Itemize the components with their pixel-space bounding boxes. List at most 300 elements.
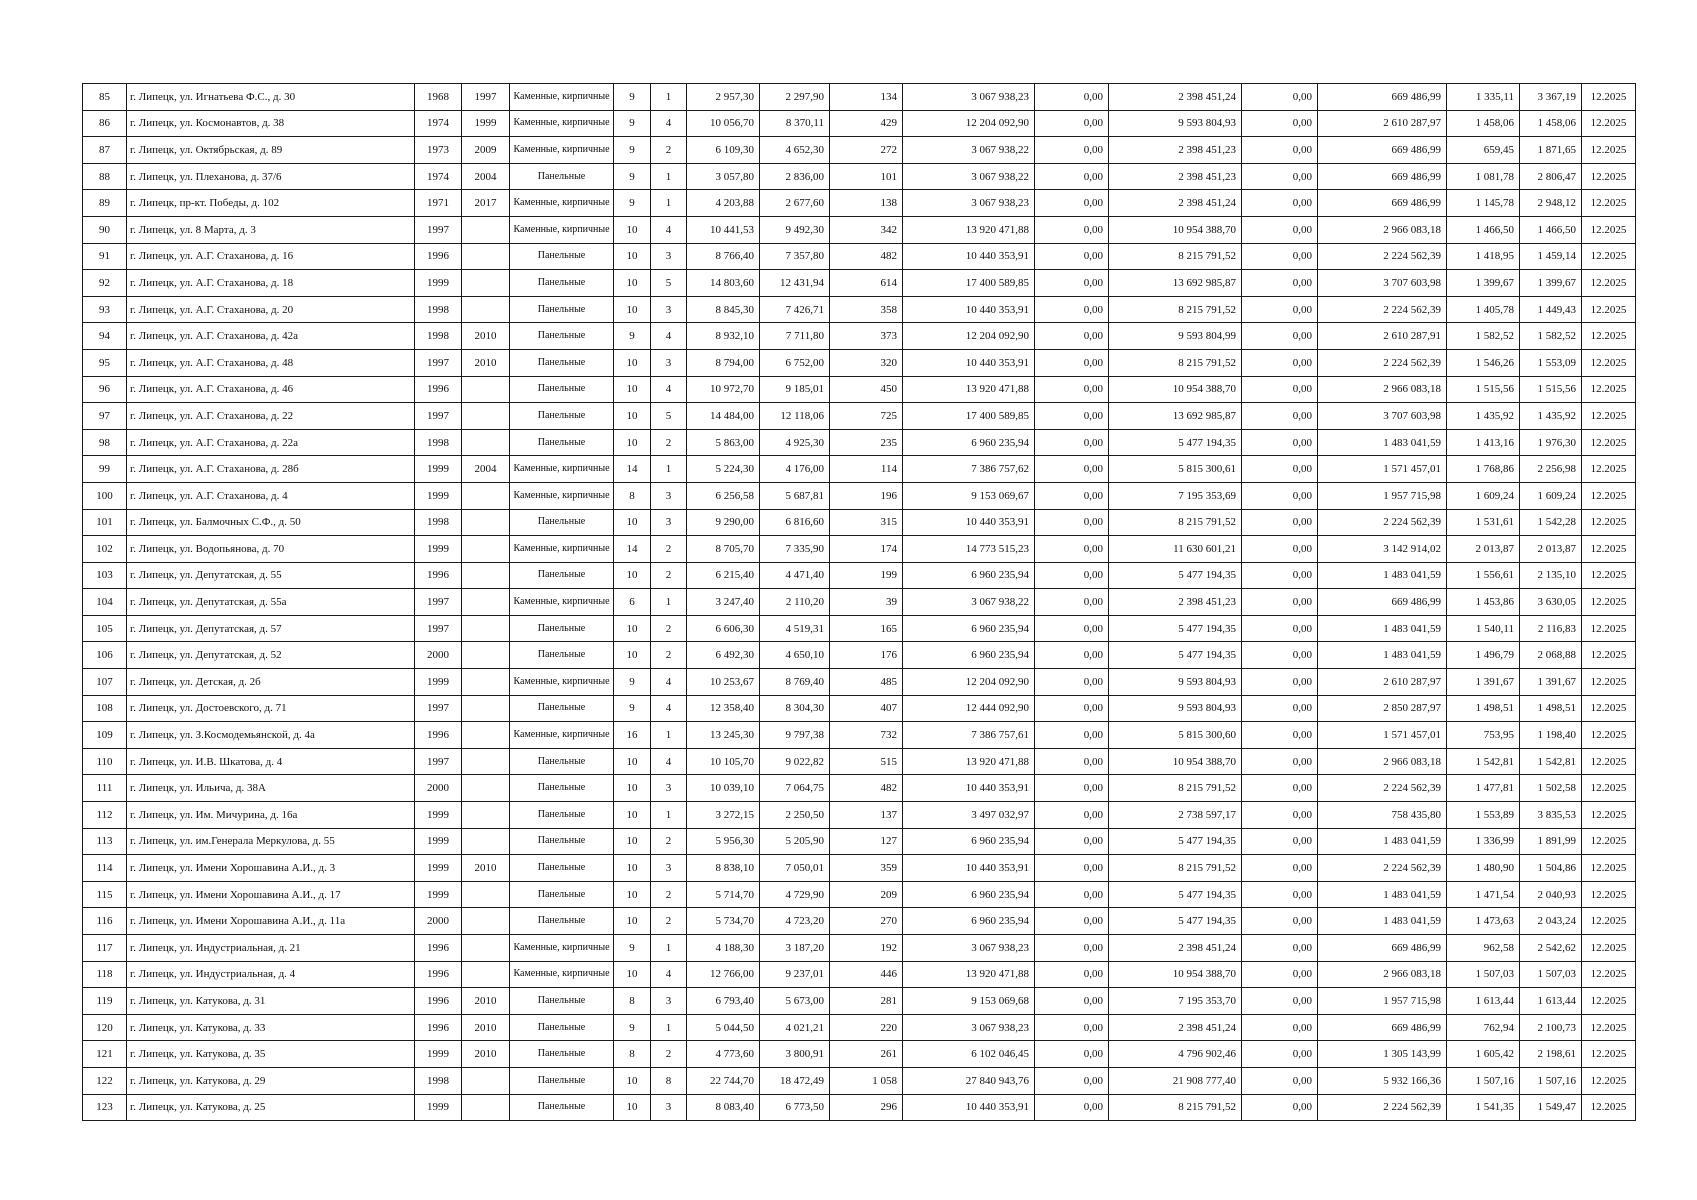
cell-row-number: 119 <box>83 988 127 1015</box>
cell-entrances: 2 <box>651 828 687 855</box>
cell-address: г. Липецк, ул. Космонавтов, д. 38 <box>127 110 415 137</box>
cell-repair-year: 2010 <box>462 855 510 882</box>
cell-total-area: 5 863,00 <box>687 429 760 456</box>
cell-address: г. Липецк, ул. Водопьянова, д. 70 <box>127 536 415 563</box>
cell-fund-cost: 0,00 <box>1035 695 1109 722</box>
cell-total-area: 2 957,30 <box>687 84 760 111</box>
cell-living-area: 8 769,40 <box>760 669 830 696</box>
cell-total-cost: 7 386 757,62 <box>903 456 1035 483</box>
cell-floors: 10 <box>614 349 651 376</box>
cell-entrances: 3 <box>651 243 687 270</box>
cell-living-area: 5 673,00 <box>760 988 830 1015</box>
cell-living-area: 18 472,49 <box>760 1067 830 1094</box>
cell-repair-year <box>462 881 510 908</box>
cell-address: г. Липецк, ул. Имени Хорошавина А.И., д. 11а <box>127 908 415 935</box>
table-row <box>83 1041 1636 1068</box>
cell-fund-cost: 0,00 <box>1035 110 1109 137</box>
cell-row-number: 99 <box>83 456 127 483</box>
cell-owner-funds: 2 850 287,97 <box>1318 695 1447 722</box>
cell-entrances: 8 <box>651 1067 687 1094</box>
cell-total-area: 6 492,30 <box>687 642 760 669</box>
cell-total-cost: 3 067 938,23 <box>903 935 1035 962</box>
cell-total-cost: 6 960 235,94 <box>903 562 1035 589</box>
cell-wall-material: Панельные <box>510 509 614 536</box>
cell-fund-cost: 0,00 <box>1035 775 1109 802</box>
cell-total-area: 5 044,50 <box>687 1014 760 1041</box>
cell-total-cost: 3 067 938,22 <box>903 163 1035 190</box>
cell-address: г. Липецк, ул. Плеханова, д. 37/6 <box>127 163 415 190</box>
cell-row-number: 89 <box>83 190 127 217</box>
cell-row-number: 111 <box>83 775 127 802</box>
cell-municipal-budget: 0,00 <box>1242 722 1318 749</box>
cell-living-area: 7 064,75 <box>760 775 830 802</box>
cell-build-year: 2000 <box>415 908 462 935</box>
cell-region-budget: 2 738 597,17 <box>1109 802 1242 829</box>
cell-total-area: 10 039,10 <box>687 775 760 802</box>
cell-municipal-budget: 0,00 <box>1242 216 1318 243</box>
cell-region-budget: 13 692 985,87 <box>1109 403 1242 430</box>
cell-region-budget: 5 815 300,60 <box>1109 722 1242 749</box>
cell-fund-cost: 0,00 <box>1035 323 1109 350</box>
cell-wall-material: Панельные <box>510 376 614 403</box>
cell-address: г. Липецк, ул. Индустриальная, д. 21 <box>127 935 415 962</box>
cell-wall-material: Панельные <box>510 323 614 350</box>
cell-fund-cost: 0,00 <box>1035 855 1109 882</box>
cell-living-area: 7 335,90 <box>760 536 830 563</box>
cell-fund-cost: 0,00 <box>1035 961 1109 988</box>
cell-residents: 272 <box>830 137 903 164</box>
cell-owner-funds: 2 224 562,39 <box>1318 775 1447 802</box>
cell-address: г. Липецк, ул. Балмочных С.Ф., д. 50 <box>127 509 415 536</box>
cell-living-area: 7 050,01 <box>760 855 830 882</box>
cell-fund-cost: 0,00 <box>1035 84 1109 111</box>
cell-floors: 10 <box>614 881 651 908</box>
cell-municipal-budget: 0,00 <box>1242 642 1318 669</box>
cell-row-number: 121 <box>83 1041 127 1068</box>
cell-max-unit-cost: 2 806,47 <box>1520 163 1582 190</box>
cell-wall-material: Каменные, кирпичные <box>510 669 614 696</box>
cell-floors: 9 <box>614 323 651 350</box>
cell-address: г. Липецк, ул. Депутатская, д. 57 <box>127 615 415 642</box>
cell-row-number: 88 <box>83 163 127 190</box>
cell-total-cost: 6 960 235,94 <box>903 429 1035 456</box>
cell-entrances: 2 <box>651 881 687 908</box>
cell-entrances: 2 <box>651 908 687 935</box>
cell-wall-material: Каменные, кирпичные <box>510 137 614 164</box>
cell-repair-year: 2010 <box>462 1041 510 1068</box>
cell-address: г. Липецк, ул. Детская, д. 2б <box>127 669 415 696</box>
cell-repair-year: 2004 <box>462 163 510 190</box>
cell-row-number: 93 <box>83 296 127 323</box>
cell-residents: 101 <box>830 163 903 190</box>
cell-living-area: 4 021,21 <box>760 1014 830 1041</box>
cell-row-number: 109 <box>83 722 127 749</box>
cell-fund-cost: 0,00 <box>1035 1067 1109 1094</box>
cell-build-year: 1997 <box>415 349 462 376</box>
cell-wall-material: Панельные <box>510 270 614 297</box>
cell-living-area: 7 426,71 <box>760 296 830 323</box>
cell-address: г. Липецк, ул. А.Г. Стаханова, д. 28б <box>127 456 415 483</box>
table-row <box>83 695 1636 722</box>
cell-unit-cost: 2 013,87 <box>1447 536 1520 563</box>
cell-repair-year <box>462 828 510 855</box>
cell-wall-material: Панельные <box>510 1067 614 1094</box>
cell-wall-material: Панельные <box>510 163 614 190</box>
cell-build-year: 1999 <box>415 669 462 696</box>
cell-unit-cost: 762,94 <box>1447 1014 1520 1041</box>
cell-floors: 14 <box>614 536 651 563</box>
cell-floors: 10 <box>614 403 651 430</box>
cell-municipal-budget: 0,00 <box>1242 296 1318 323</box>
cell-wall-material: Панельные <box>510 615 614 642</box>
cell-entrances: 4 <box>651 110 687 137</box>
cell-total-cost: 17 400 589,85 <box>903 403 1035 430</box>
cell-region-budget: 4 796 902,46 <box>1109 1041 1242 1068</box>
cell-unit-cost: 1 553,89 <box>1447 802 1520 829</box>
cell-floors: 10 <box>614 775 651 802</box>
cell-repair-year <box>462 270 510 297</box>
cell-owner-funds: 1 483 041,59 <box>1318 429 1447 456</box>
cell-total-area: 14 484,00 <box>687 403 760 430</box>
cell-total-area: 5 714,70 <box>687 881 760 908</box>
cell-total-cost: 13 920 471,88 <box>903 376 1035 403</box>
cell-total-cost: 12 204 092,90 <box>903 110 1035 137</box>
cell-owner-funds: 2 610 287,91 <box>1318 323 1447 350</box>
cell-max-unit-cost: 1 449,43 <box>1520 296 1582 323</box>
cell-floors: 10 <box>614 376 651 403</box>
cell-entrances: 4 <box>651 376 687 403</box>
cell-floors: 9 <box>614 695 651 722</box>
cell-fund-cost: 0,00 <box>1035 589 1109 616</box>
cell-living-area: 4 729,90 <box>760 881 830 908</box>
cell-total-area: 10 105,70 <box>687 748 760 775</box>
cell-fund-cost: 0,00 <box>1035 216 1109 243</box>
cell-total-cost: 7 386 757,61 <box>903 722 1035 749</box>
cell-max-unit-cost: 2 256,98 <box>1520 456 1582 483</box>
cell-repair-year <box>462 376 510 403</box>
cell-deadline: 12.2025 <box>1582 403 1636 430</box>
cell-row-number: 112 <box>83 802 127 829</box>
cell-municipal-budget: 0,00 <box>1242 536 1318 563</box>
cell-build-year: 1968 <box>415 84 462 111</box>
cell-living-area: 3 800,91 <box>760 1041 830 1068</box>
cell-repair-year <box>462 403 510 430</box>
cell-build-year: 1996 <box>415 243 462 270</box>
cell-floors: 9 <box>614 935 651 962</box>
cell-fund-cost: 0,00 <box>1035 349 1109 376</box>
cell-owner-funds: 669 486,99 <box>1318 137 1447 164</box>
cell-wall-material: Панельные <box>510 642 614 669</box>
cell-wall-material: Каменные, кирпичные <box>510 536 614 563</box>
cell-build-year: 1997 <box>415 748 462 775</box>
cell-municipal-budget: 0,00 <box>1242 482 1318 509</box>
cell-region-budget: 9 593 804,99 <box>1109 323 1242 350</box>
cell-living-area: 3 187,20 <box>760 935 830 962</box>
cell-entrances: 1 <box>651 1014 687 1041</box>
cell-owner-funds: 1 957 715,98 <box>1318 482 1447 509</box>
cell-municipal-budget: 0,00 <box>1242 1014 1318 1041</box>
cell-unit-cost: 1 556,61 <box>1447 562 1520 589</box>
cell-max-unit-cost: 1 549,47 <box>1520 1094 1582 1121</box>
cell-total-area: 6 215,40 <box>687 562 760 589</box>
cell-owner-funds: 1 305 143,99 <box>1318 1041 1447 1068</box>
cell-total-area: 10 972,70 <box>687 376 760 403</box>
cell-floors: 9 <box>614 669 651 696</box>
cell-max-unit-cost: 2 100,73 <box>1520 1014 1582 1041</box>
cell-build-year: 1996 <box>415 1014 462 1041</box>
cell-deadline: 12.2025 <box>1582 722 1636 749</box>
cell-residents: 235 <box>830 429 903 456</box>
cell-wall-material: Каменные, кирпичные <box>510 589 614 616</box>
cell-total-area: 6 256,58 <box>687 482 760 509</box>
cell-residents: 137 <box>830 802 903 829</box>
cell-wall-material: Панельные <box>510 748 614 775</box>
cell-build-year: 1999 <box>415 456 462 483</box>
cell-entrances: 1 <box>651 935 687 962</box>
cell-build-year: 1999 <box>415 482 462 509</box>
cell-repair-year: 2010 <box>462 988 510 1015</box>
cell-deadline: 12.2025 <box>1582 163 1636 190</box>
cell-fund-cost: 0,00 <box>1035 376 1109 403</box>
table-row <box>83 456 1636 483</box>
table-row <box>83 642 1636 669</box>
cell-wall-material: Каменные, кирпичные <box>510 84 614 111</box>
cell-row-number: 90 <box>83 216 127 243</box>
cell-region-budget: 2 398 451,23 <box>1109 163 1242 190</box>
cell-repair-year: 2017 <box>462 190 510 217</box>
cell-unit-cost: 1 496,79 <box>1447 642 1520 669</box>
cell-fund-cost: 0,00 <box>1035 296 1109 323</box>
cell-build-year: 1999 <box>415 881 462 908</box>
cell-fund-cost: 0,00 <box>1035 935 1109 962</box>
cell-total-area: 5 224,30 <box>687 456 760 483</box>
cell-region-budget: 7 195 353,69 <box>1109 482 1242 509</box>
cell-wall-material: Панельные <box>510 1014 614 1041</box>
cell-address: г. Липецк, ул. Депутатская, д. 55а <box>127 589 415 616</box>
table-row <box>83 615 1636 642</box>
cell-entrances: 5 <box>651 270 687 297</box>
cell-repair-year <box>462 216 510 243</box>
cell-max-unit-cost: 1 609,24 <box>1520 482 1582 509</box>
cell-row-number: 105 <box>83 615 127 642</box>
cell-wall-material: Панельные <box>510 828 614 855</box>
cell-region-budget: 2 398 451,24 <box>1109 1014 1242 1041</box>
cell-row-number: 117 <box>83 935 127 962</box>
cell-entrances: 2 <box>651 562 687 589</box>
cell-region-budget: 5 477 194,35 <box>1109 562 1242 589</box>
cell-address: г. Липецк, ул. Депутатская, д. 55 <box>127 562 415 589</box>
cell-build-year: 1998 <box>415 323 462 350</box>
cell-entrances: 3 <box>651 775 687 802</box>
cell-total-area: 8 766,40 <box>687 243 760 270</box>
cell-deadline: 12.2025 <box>1582 642 1636 669</box>
cell-deadline: 12.2025 <box>1582 216 1636 243</box>
cell-address: г. Липецк, ул. А.Г. Стаханова, д. 20 <box>127 296 415 323</box>
table-row <box>83 429 1636 456</box>
cell-region-budget: 8 215 791,52 <box>1109 855 1242 882</box>
cell-municipal-budget: 0,00 <box>1242 935 1318 962</box>
cell-municipal-budget: 0,00 <box>1242 855 1318 882</box>
cell-residents: 261 <box>830 1041 903 1068</box>
cell-residents: 270 <box>830 908 903 935</box>
cell-total-area: 12 766,00 <box>687 961 760 988</box>
cell-floors: 6 <box>614 589 651 616</box>
cell-residents: 165 <box>830 615 903 642</box>
cell-unit-cost: 1 480,90 <box>1447 855 1520 882</box>
table-row <box>83 376 1636 403</box>
cell-residents: 296 <box>830 1094 903 1121</box>
cell-floors: 10 <box>614 855 651 882</box>
cell-wall-material: Панельные <box>510 296 614 323</box>
cell-total-area: 6 109,30 <box>687 137 760 164</box>
cell-address: г. Липецк, ул. А.Г. Стаханова, д. 46 <box>127 376 415 403</box>
cell-residents: 315 <box>830 509 903 536</box>
cell-owner-funds: 1 483 041,59 <box>1318 828 1447 855</box>
cell-living-area: 9 797,38 <box>760 722 830 749</box>
cell-repair-year <box>462 589 510 616</box>
cell-deadline: 12.2025 <box>1582 456 1636 483</box>
cell-fund-cost: 0,00 <box>1035 908 1109 935</box>
cell-build-year: 1999 <box>415 1041 462 1068</box>
cell-entrances: 3 <box>651 1094 687 1121</box>
cell-owner-funds: 1 483 041,59 <box>1318 615 1447 642</box>
cell-municipal-budget: 0,00 <box>1242 509 1318 536</box>
cell-address: г. Липецк, ул. 8 Марта, д. 3 <box>127 216 415 243</box>
cell-repair-year: 2010 <box>462 1014 510 1041</box>
cell-unit-cost: 1 768,86 <box>1447 456 1520 483</box>
cell-wall-material: Панельные <box>510 881 614 908</box>
cell-row-number: 115 <box>83 881 127 908</box>
cell-municipal-budget: 0,00 <box>1242 137 1318 164</box>
cell-total-area: 6 606,30 <box>687 615 760 642</box>
cell-build-year: 1996 <box>415 961 462 988</box>
register-table <box>82 83 1636 1121</box>
cell-row-number: 94 <box>83 323 127 350</box>
cell-owner-funds: 2 224 562,39 <box>1318 349 1447 376</box>
cell-living-area: 2 677,60 <box>760 190 830 217</box>
table-row <box>83 349 1636 376</box>
cell-repair-year <box>462 802 510 829</box>
cell-living-area: 9 022,82 <box>760 748 830 775</box>
cell-entrances: 2 <box>651 536 687 563</box>
cell-fund-cost: 0,00 <box>1035 748 1109 775</box>
cell-owner-funds: 669 486,99 <box>1318 935 1447 962</box>
cell-owner-funds: 2 224 562,39 <box>1318 855 1447 882</box>
cell-address: г. Липецк, ул. Достоевского, д. 71 <box>127 695 415 722</box>
cell-unit-cost: 1 081,78 <box>1447 163 1520 190</box>
cell-residents: 199 <box>830 562 903 589</box>
cell-row-number: 97 <box>83 403 127 430</box>
cell-total-cost: 12 204 092,90 <box>903 323 1035 350</box>
cell-region-budget: 8 215 791,52 <box>1109 349 1242 376</box>
cell-address: г. Липецк, пр-кт. Победы, д. 102 <box>127 190 415 217</box>
cell-unit-cost: 1 582,52 <box>1447 323 1520 350</box>
table-row <box>83 828 1636 855</box>
cell-entrances: 3 <box>651 509 687 536</box>
cell-deadline: 12.2025 <box>1582 695 1636 722</box>
cell-deadline: 12.2025 <box>1582 855 1636 882</box>
table-row <box>83 163 1636 190</box>
cell-municipal-budget: 0,00 <box>1242 84 1318 111</box>
cell-unit-cost: 659,45 <box>1447 137 1520 164</box>
table-body <box>83 84 1636 1121</box>
cell-wall-material: Панельные <box>510 243 614 270</box>
cell-fund-cost: 0,00 <box>1035 1014 1109 1041</box>
cell-residents: 373 <box>830 323 903 350</box>
cell-residents: 176 <box>830 642 903 669</box>
cell-total-cost: 6 960 235,94 <box>903 615 1035 642</box>
table-row <box>83 562 1636 589</box>
cell-municipal-budget: 0,00 <box>1242 270 1318 297</box>
cell-address: г. Липецк, ул. А.Г. Стаханова, д. 18 <box>127 270 415 297</box>
cell-max-unit-cost: 1 553,09 <box>1520 349 1582 376</box>
cell-floors: 10 <box>614 802 651 829</box>
cell-living-area: 9 185,01 <box>760 376 830 403</box>
cell-address: г. Липецк, ул. Катукова, д. 31 <box>127 988 415 1015</box>
cell-address: г. Липецк, ул. З.Космодемьянской, д. 4а <box>127 722 415 749</box>
table-row <box>83 190 1636 217</box>
cell-residents: 220 <box>830 1014 903 1041</box>
cell-residents: 174 <box>830 536 903 563</box>
cell-residents: 732 <box>830 722 903 749</box>
table-row <box>83 84 1636 111</box>
cell-residents: 281 <box>830 988 903 1015</box>
cell-wall-material: Каменные, кирпичные <box>510 110 614 137</box>
cell-entrances: 3 <box>651 988 687 1015</box>
cell-entrances: 4 <box>651 669 687 696</box>
cell-total-cost: 3 067 938,23 <box>903 84 1035 111</box>
table-row <box>83 509 1636 536</box>
cell-deadline: 12.2025 <box>1582 828 1636 855</box>
cell-unit-cost: 1 405,78 <box>1447 296 1520 323</box>
cell-build-year: 1973 <box>415 137 462 164</box>
table-row <box>83 935 1636 962</box>
cell-floors: 10 <box>614 1094 651 1121</box>
cell-region-budget: 11 630 601,21 <box>1109 536 1242 563</box>
cell-unit-cost: 1 542,81 <box>1447 748 1520 775</box>
cell-max-unit-cost: 2 068,88 <box>1520 642 1582 669</box>
cell-total-area: 8 838,10 <box>687 855 760 882</box>
cell-row-number: 120 <box>83 1014 127 1041</box>
cell-max-unit-cost: 2 116,83 <box>1520 615 1582 642</box>
cell-build-year: 1997 <box>415 403 462 430</box>
cell-entrances: 4 <box>651 748 687 775</box>
cell-max-unit-cost: 3 835,53 <box>1520 802 1582 829</box>
cell-unit-cost: 1 515,56 <box>1447 376 1520 403</box>
cell-row-number: 91 <box>83 243 127 270</box>
cell-max-unit-cost: 2 542,62 <box>1520 935 1582 962</box>
cell-owner-funds: 2 610 287,97 <box>1318 669 1447 696</box>
cell-total-area: 8 705,70 <box>687 536 760 563</box>
cell-municipal-budget: 0,00 <box>1242 748 1318 775</box>
cell-max-unit-cost: 1 871,65 <box>1520 137 1582 164</box>
cell-total-cost: 10 440 353,91 <box>903 296 1035 323</box>
cell-owner-funds: 2 966 083,18 <box>1318 376 1447 403</box>
cell-deadline: 12.2025 <box>1582 988 1636 1015</box>
cell-living-area: 8 304,30 <box>760 695 830 722</box>
cell-entrances: 3 <box>651 482 687 509</box>
cell-owner-funds: 2 224 562,39 <box>1318 509 1447 536</box>
cell-deadline: 12.2025 <box>1582 961 1636 988</box>
cell-residents: 192 <box>830 935 903 962</box>
cell-wall-material: Панельные <box>510 429 614 456</box>
cell-deadline: 12.2025 <box>1582 1067 1636 1094</box>
cell-deadline: 12.2025 <box>1582 323 1636 350</box>
cell-entrances: 2 <box>651 429 687 456</box>
cell-repair-year <box>462 243 510 270</box>
cell-total-cost: 10 440 353,91 <box>903 1094 1035 1121</box>
cell-deadline: 12.2025 <box>1582 190 1636 217</box>
